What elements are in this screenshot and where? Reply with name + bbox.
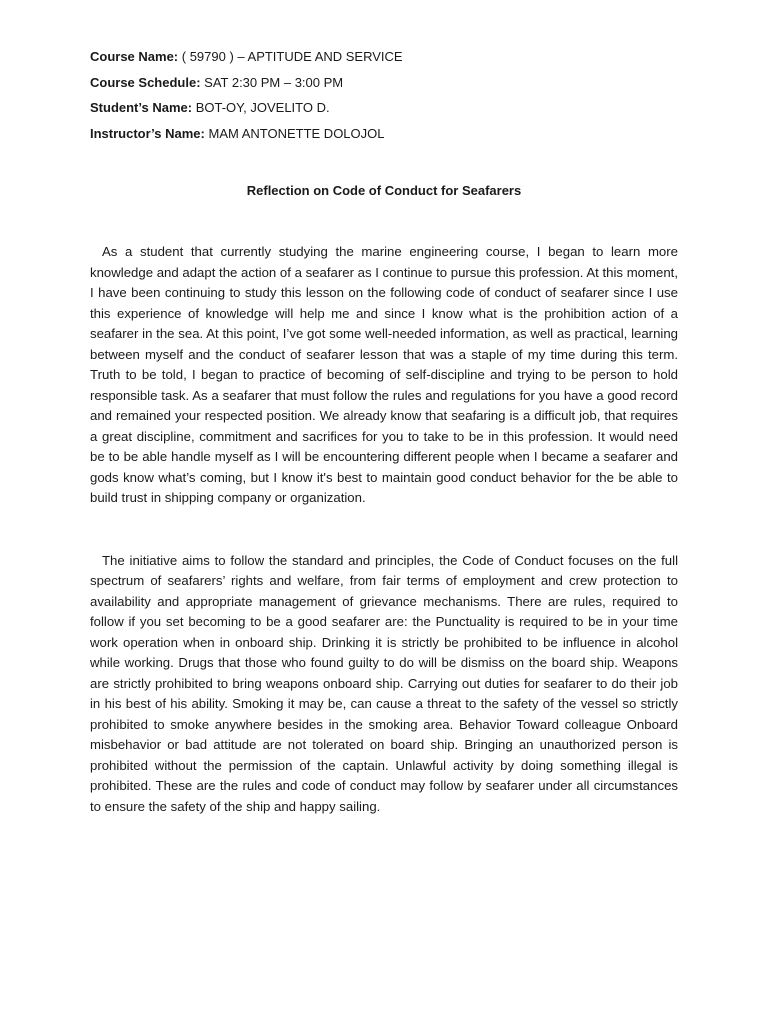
- instructor-name-value: MAM ANTONETTE DOLOJOL: [204, 125, 385, 141]
- course-schedule-line: [90, 70, 678, 96]
- student-name-label: Student’s Name:: [90, 100, 193, 115]
- instructor-name-label: Instructor’s Name:: [90, 125, 205, 141]
- student-name-value: BOT-OY, JOVELITO D.: [192, 100, 330, 115]
- instructor-name-line: [90, 121, 678, 147]
- body-paragraph: As a student that currently studying the marine engineering course, I began to learn more knowledge and adapt the action of a seafarer as I continue to pursue this profession. At this moment, I have been continuing to study this lesson on the following code of conduct of seafarer since I use this experience of knowledge will help me and since I know what is the prohibition action of a seafarer in the sea. At this point, I’ve got some well-needed information, as well as practical, learning between myself and the conduct of seafarer lesson that was a staple of my time during this term. Truth to be told, I began to practice of becoming of self-discipline and trying to be person to hold responsible task. As a seafarer that must follow the rules and regulations for you have a good record and remained your respected position. We already know that seafaring is a difficult job, that requires a great discipline, commitment and sacrifices for you to take to be in this profession. It would need be to be able handle myself as I will be encountering different people when I became a seafarer and gods know what’s coming, but I know it's best to maintain good conduct behavior for the be able to build trust in shipping company or organization.: [90, 244, 678, 505]
- course-name-label: Course Name:: [90, 49, 179, 64]
- course-name-line: [90, 44, 678, 70]
- course-name-value: ( 59790 ) – APTITUDE AND SERVICE: [178, 49, 403, 64]
- body-paragraph: The initiative aims to follow the standard and principles, the Code of Conduct focuses on the full spectrum of seafarers’ rights and welfare, from fair terms of employment and crew protection to availability and appropriate management of grievance mechanisms. There are rules, required to follow if you set becoming to be a good seafarer are: the Punctuality is required to be in your time work operation when in onboard ship. Drinking it is strictly be prohibited to be influence in alcohol while working. Drugs that those who found guilty to do will be dismiss on the board ship. Weapons are strictly prohibited to bring weapons onboard ship. Carrying out duties for seafarer to do their job in his best of his ability. Smoking it may be, can cause a threat to the safety of the vessel so strictly prohibited to smoke anywhere besides in the smoking area. Behavior Toward colleague Onboard misbehavior or bad attitude are not tolerated on board ship. Bringing an unauthorized person is prohibited without the permission of the captain. Unlawful activity by doing something illegal is prohibited. These are the rules and code of conduct may follow by seafarer under all circumstances to ensure the safety of the ship and happy sailing.: [90, 552, 678, 814]
- course-schedule-label: Course Schedule:: [90, 74, 201, 90]
- document-title: Reflection on Code of Conduct for Seafarers: [246, 183, 522, 198]
- course-schedule-value: SAT 2:30 PM – 3:00 PM: [200, 74, 344, 90]
- student-name-line: [90, 95, 678, 121]
